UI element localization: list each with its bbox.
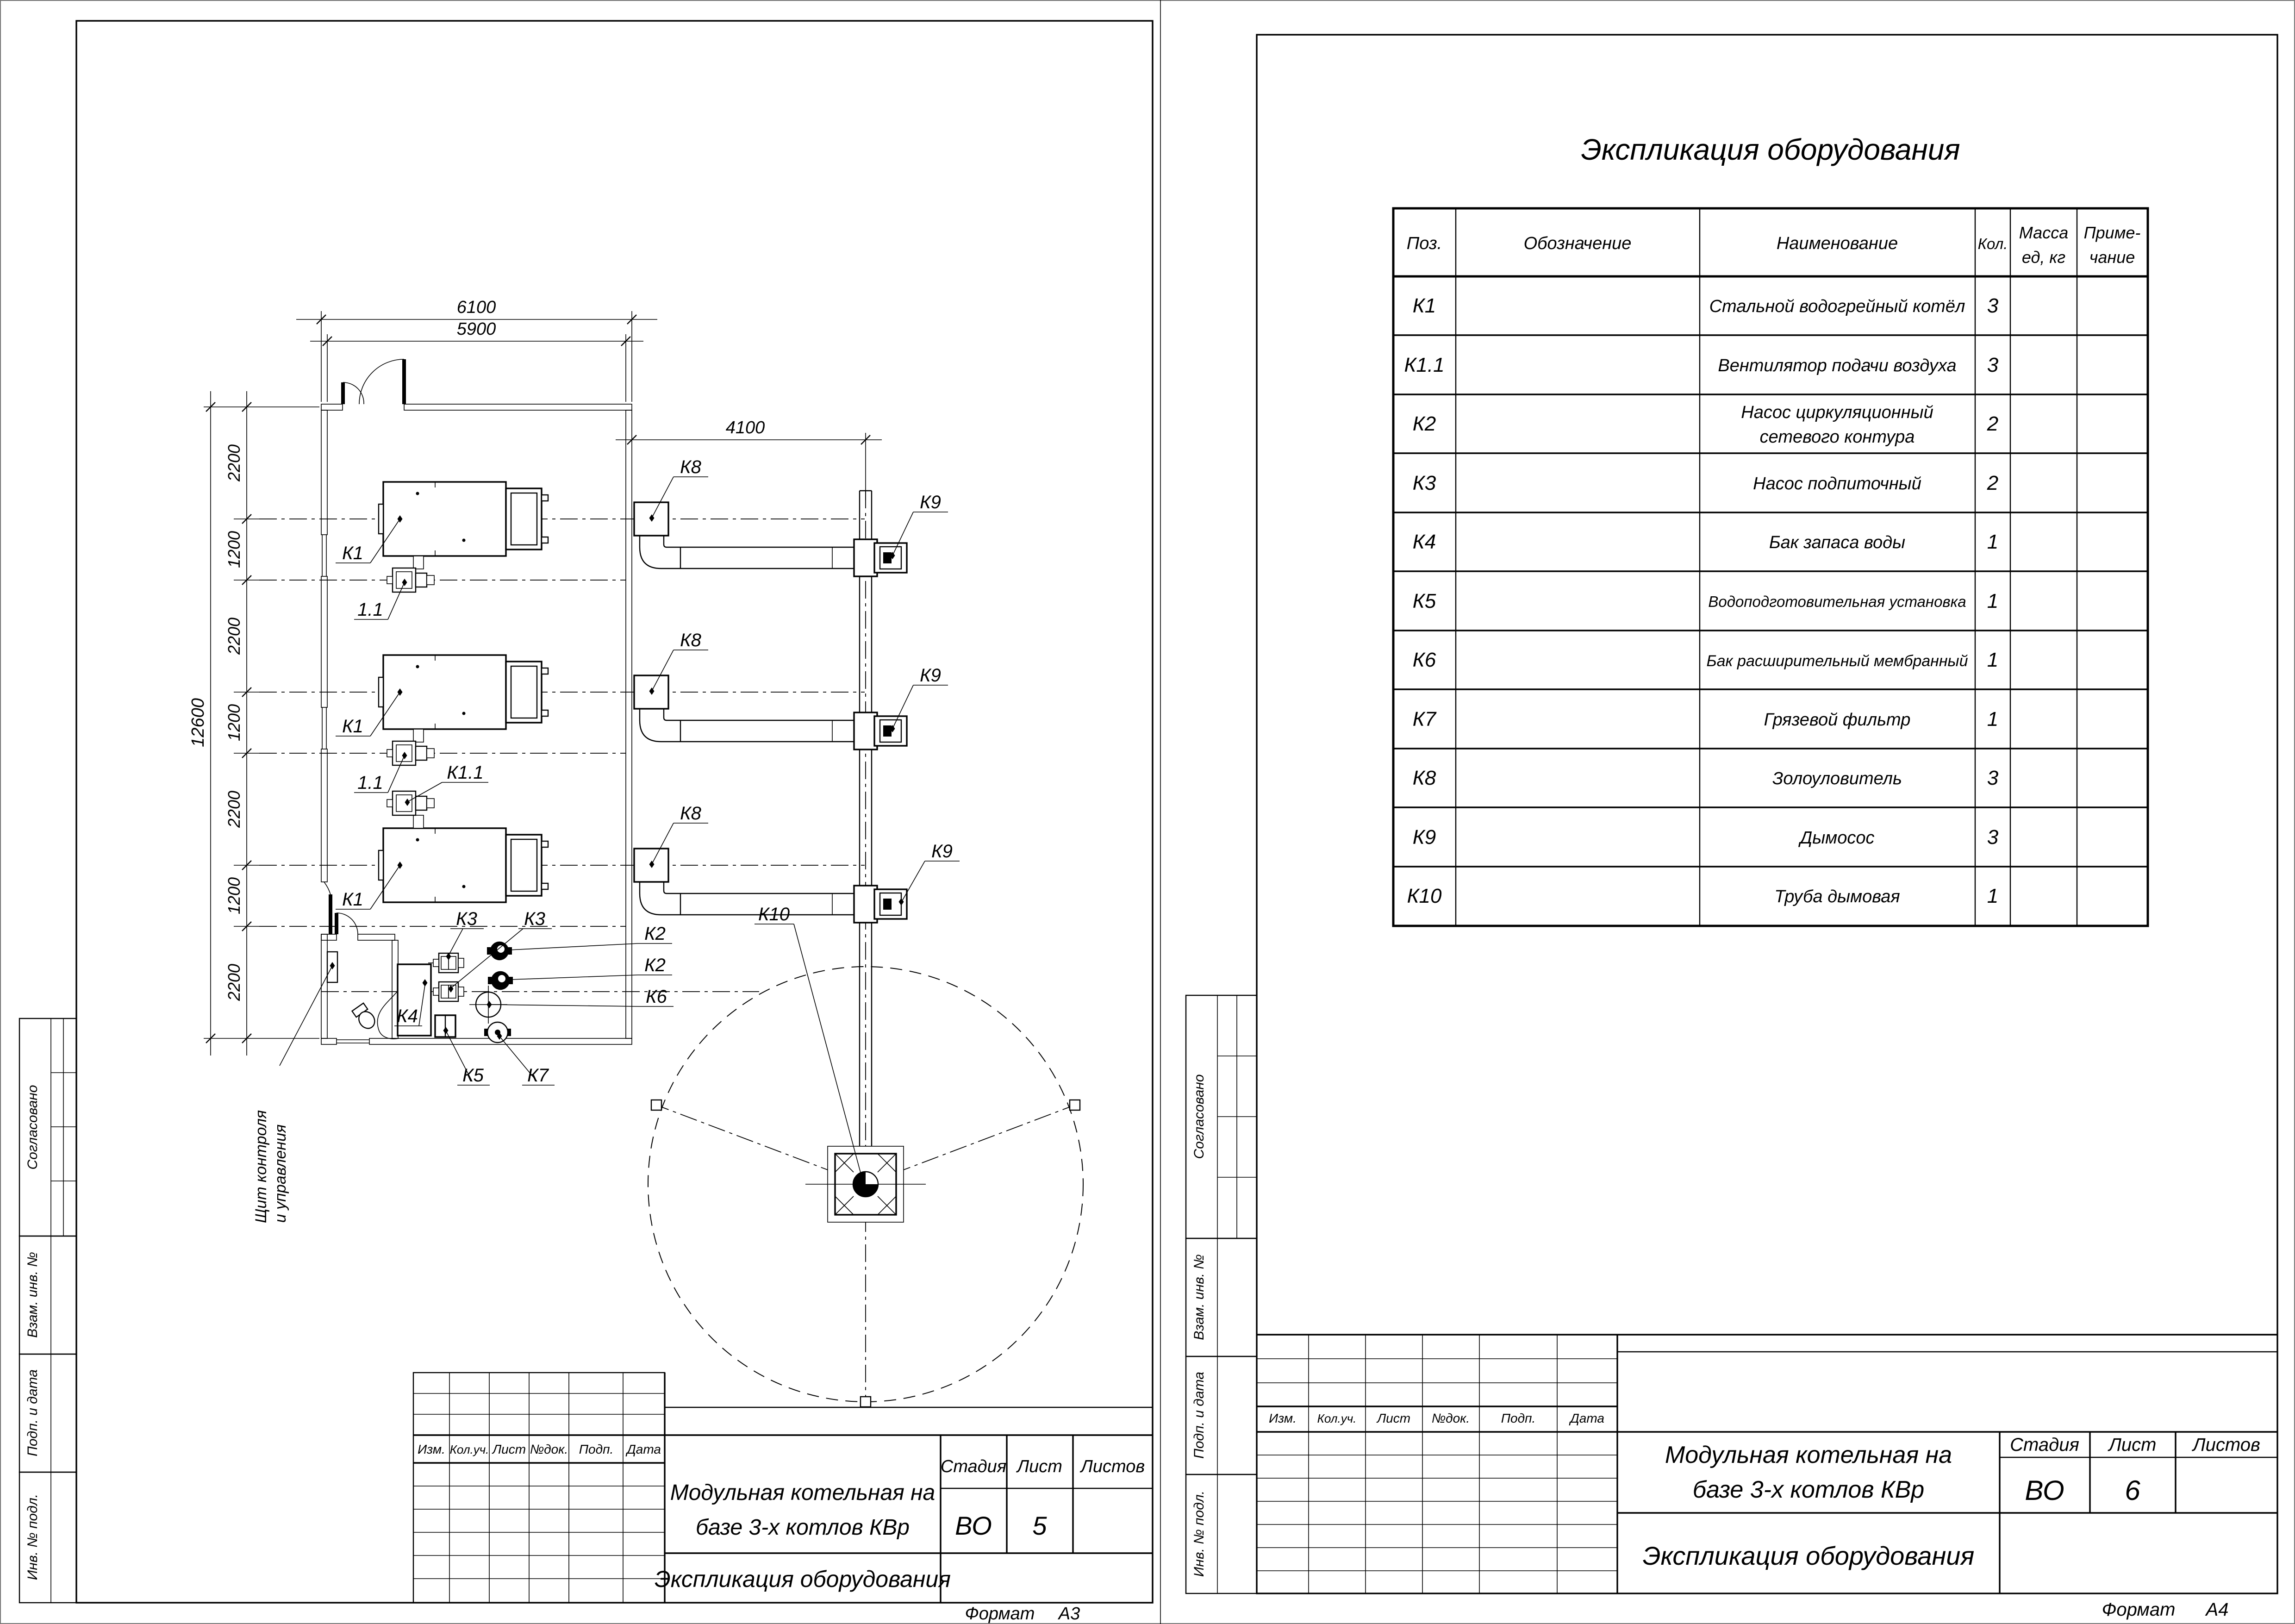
a4-format-label: Формат — [2102, 1599, 2176, 1620]
a3-col-koluch: Кол.уч. — [449, 1443, 489, 1456]
a4-stage-label: Стадия — [2010, 1435, 2079, 1455]
cell-qty: 1 — [1987, 590, 1999, 612]
th-name: Наименование — [1776, 234, 1898, 253]
th-note2: чание — [2089, 248, 2135, 267]
a3-col-list: Лист — [492, 1442, 526, 1456]
cell-pos: К1.1 — [1404, 354, 1445, 376]
label-k1-2: К1 — [342, 716, 363, 737]
panel-note-line2: и управления — [272, 1124, 289, 1223]
cell-qty: 2 — [1987, 472, 1999, 494]
a3-col-data: Дата — [627, 1442, 661, 1456]
a4-col-podp: Подп. — [1501, 1411, 1536, 1425]
boiler-3 — [379, 828, 548, 902]
cell-qty: 1 — [1987, 708, 1999, 731]
a4-stage-value: ВО — [2025, 1475, 2064, 1506]
label-k11-1: 1.1 — [357, 600, 383, 620]
cell-name: Стальной водогрейный котёл — [1709, 297, 1965, 316]
a4-stamp-inv: Инв. № подл. — [1191, 1490, 1207, 1577]
a4-sheet-value: 6 — [2125, 1475, 2140, 1506]
a3-stage-label: Стадия — [940, 1457, 1007, 1476]
stamp-vzam: Взам. инв. № — [25, 1252, 40, 1338]
cell-pos: К4 — [1412, 531, 1436, 553]
label-k10: К10 — [758, 904, 790, 924]
cell-qty: 1 — [1987, 531, 1999, 553]
th-qty: Кол. — [1977, 235, 2008, 252]
stamp-inv: Инв. № подл. — [25, 1493, 40, 1580]
fan2-duct — [413, 729, 424, 742]
cell-name: Труба дымовая — [1774, 887, 1900, 906]
a3-sheet-value: 5 — [1032, 1511, 1047, 1540]
boiler-1 — [379, 482, 548, 556]
cell-pos: К5 — [1412, 590, 1436, 612]
a3-sheets-label: Листов — [1080, 1457, 1145, 1476]
dim-4100: 4100 — [725, 418, 765, 437]
a3-format-value: А3 — [1058, 1604, 1080, 1624]
a4-sheets-label: Листов — [2193, 1435, 2260, 1455]
a4-stamp-podp: Подп. и дата — [1191, 1372, 1207, 1459]
label-k6: К6 — [646, 987, 667, 1007]
label-k2-1: К2 — [644, 924, 666, 944]
a3-sheet-label: Лист — [1017, 1457, 1062, 1476]
dim-5900: 5900 — [456, 319, 496, 339]
a4-col-data: Дата — [1570, 1411, 1604, 1425]
dim-12600: 12600 — [188, 698, 208, 747]
label-k3-2: К3 — [524, 909, 545, 929]
cell-name: Бак запаса воды — [1769, 533, 1906, 552]
label-k2-2: К2 — [644, 955, 666, 975]
label-k9-3: К9 — [931, 841, 953, 862]
table-title: Экспликация оборудования — [1581, 133, 1960, 166]
dim-1200-1: 1200 — [225, 531, 243, 568]
a4-stamp-agreed: Согласовано — [1191, 1074, 1207, 1159]
cell-pos: К1 — [1412, 294, 1436, 317]
th-mass2: ед, кг — [2021, 248, 2066, 267]
a3-col-ndok: №док. — [530, 1442, 568, 1456]
cell-pos: К3 — [1412, 472, 1436, 494]
panel-note-line1: Щит контроля — [252, 1110, 270, 1224]
cell-qty: 2 — [1987, 412, 1999, 435]
cell-pos: К6 — [1412, 649, 1436, 671]
a4-doc-title: Экспликация оборудования — [1642, 1541, 1975, 1570]
cell-qty: 1 — [1987, 649, 1999, 671]
label-k9-2: К9 — [920, 665, 941, 686]
a3-project-line1: Модульная котельная на — [670, 1480, 935, 1505]
a4-stamp-vzam: Взам. инв. № — [1191, 1254, 1207, 1340]
cell-qty: 3 — [1987, 354, 1999, 376]
fan3-duct — [413, 815, 424, 828]
label-k8-2: К8 — [680, 630, 701, 650]
label-k1-3: К1 — [342, 889, 363, 910]
dim-6100: 6100 — [456, 298, 496, 317]
label-k4: К4 — [397, 1006, 418, 1026]
cell-name: Вентилятор подачи воздуха — [1718, 356, 1957, 375]
dim-2200-1: 2200 — [225, 444, 243, 482]
cell-name: Насос подпиточный — [1753, 474, 1921, 493]
cell-name: Насос циркуляционный — [1741, 403, 1933, 422]
stamp-podp: Подп. и дата — [25, 1369, 40, 1456]
th-mass1: Масса — [2019, 223, 2069, 242]
stamp-agreed: Согласовано — [25, 1085, 40, 1170]
a4-col-ndok: №док. — [1431, 1411, 1470, 1425]
a3-col-podp: Подп. — [579, 1442, 614, 1456]
cell-pos: К2 — [1412, 412, 1436, 435]
a4-col-izm: Изм. — [1269, 1411, 1297, 1425]
cell-name2: сетевого контура — [1759, 427, 1915, 447]
a3-format-label: Формат — [965, 1604, 1035, 1624]
label-k11-2: 1.1 — [357, 773, 383, 793]
a4-project-line2: базе 3-х котлов КВр — [1692, 1476, 1925, 1503]
cell-qty: 3 — [1987, 826, 1999, 849]
cell-name: Грязевой фильтр — [1764, 710, 1911, 730]
a3-col-izm: Изм. — [418, 1442, 445, 1456]
a4-project-line1: Модульная котельная на — [1665, 1442, 1952, 1468]
control-panel — [327, 952, 337, 982]
th-designation: Обозначение — [1523, 234, 1632, 253]
dim-1200-2: 1200 — [225, 704, 243, 742]
cell-pos: К7 — [1412, 708, 1436, 731]
label-k11-3: К1.1 — [447, 762, 484, 783]
cell-name: Бак расширительный мембранный — [1706, 652, 1968, 670]
label-k9-1: К9 — [920, 492, 941, 512]
boiler-2 — [379, 655, 548, 729]
label-k8-1: К8 — [680, 457, 701, 477]
unit-k5 — [435, 1015, 455, 1037]
a3-stage-value: ВО — [955, 1511, 992, 1540]
cell-name: Золоуловитель — [1772, 769, 1902, 788]
dim-2200-3: 2200 — [225, 790, 243, 828]
dim-2200-4: 2200 — [225, 963, 243, 1001]
a4-col-list: Лист — [1377, 1411, 1411, 1425]
label-k3-1: К3 — [456, 909, 477, 929]
cell-pos: К9 — [1412, 826, 1436, 849]
th-pos: Поз. — [1406, 234, 1442, 253]
a3-doc-title: Экспликация оборудования — [655, 1566, 951, 1592]
a4-sheet-label: Лист — [2108, 1435, 2157, 1455]
th-note1: Приме- — [2083, 223, 2141, 242]
label-k5: К5 — [462, 1065, 484, 1086]
cell-name: Дымосос — [1800, 828, 1875, 848]
cell-qty: 3 — [1987, 294, 1999, 317]
dim-2200-2: 2200 — [225, 617, 243, 655]
cell-qty: 3 — [1987, 767, 1999, 789]
a4-format-value: А4 — [2206, 1599, 2229, 1620]
smoke-exhauster-1 — [874, 543, 907, 573]
cell-qty: 1 — [1987, 885, 1999, 907]
dim-1200-3: 1200 — [225, 877, 243, 915]
a4-col-koluch: Кол.уч. — [1317, 1412, 1357, 1425]
cell-pos: К8 — [1412, 767, 1436, 789]
fan1-duct — [413, 556, 424, 569]
label-k1-1: К1 — [342, 543, 363, 563]
cell-name: Водоподготовительная установка — [1708, 593, 1966, 610]
label-k7: К7 — [527, 1065, 549, 1086]
cell-pos: К10 — [1407, 885, 1442, 907]
a3-project-line2: базе 3-х котлов КВр — [696, 1515, 910, 1540]
label-k8-3: К8 — [680, 803, 701, 824]
smoke-exhauster-2 — [874, 716, 907, 746]
